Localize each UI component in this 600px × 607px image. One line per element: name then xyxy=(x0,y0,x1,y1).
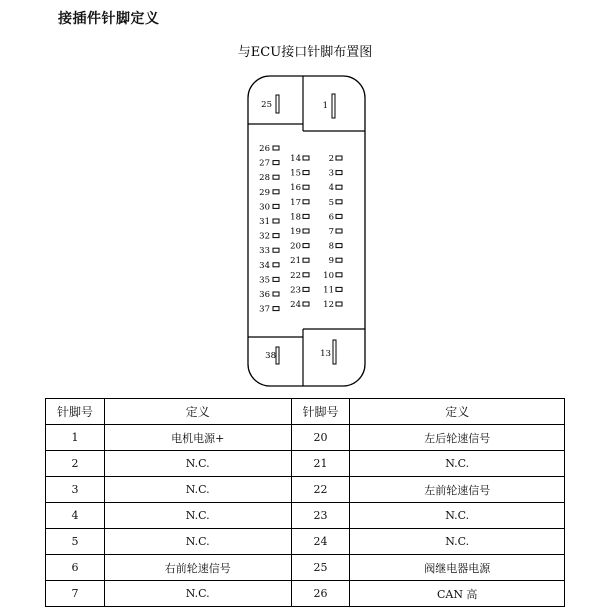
pin-number-cell: 22 xyxy=(291,477,350,503)
pin-label: 31 xyxy=(259,217,270,227)
pin-socket xyxy=(303,244,309,248)
pin-label: 20 xyxy=(290,241,301,252)
pin-definition-table xyxy=(45,398,565,607)
pin-socket xyxy=(336,185,342,189)
pin-socket xyxy=(273,204,279,208)
pin-socket xyxy=(336,244,342,248)
pin-socket xyxy=(303,273,309,277)
pin-socket xyxy=(303,229,309,233)
pin-label: 33 xyxy=(259,246,270,257)
pin-socket xyxy=(336,214,342,218)
pin-label: 35 xyxy=(259,275,270,286)
pin-number-cell: 3 xyxy=(46,477,105,503)
pin-socket xyxy=(273,219,279,223)
pin-label: 14 xyxy=(290,154,301,164)
table-header-row xyxy=(46,399,565,425)
pin-label: 26 xyxy=(259,144,270,154)
header-definition: 定义 xyxy=(350,399,565,425)
pin-label: 5 xyxy=(328,197,334,208)
definition-cell: 阀继电器电源 xyxy=(350,555,565,581)
pin-number-cell: 23 xyxy=(291,503,350,529)
pin-number-cell: 26 xyxy=(291,581,350,607)
pin-socket xyxy=(303,171,309,175)
pin-socket xyxy=(303,185,309,189)
power-pin-socket xyxy=(332,94,335,118)
pin-socket xyxy=(336,200,342,204)
definition-cell: N.C. xyxy=(350,451,565,477)
pin-socket xyxy=(336,258,342,262)
pin-number-cell: 7 xyxy=(46,581,105,607)
pin-socket xyxy=(336,273,342,277)
pin-label: 24 xyxy=(290,300,301,310)
definition-cell: 电机电源+ xyxy=(104,425,291,451)
pin-socket xyxy=(273,175,279,179)
definition-cell: N.C. xyxy=(104,529,291,555)
definition-cell: N.C. xyxy=(104,477,291,503)
pin-socket xyxy=(336,287,342,291)
pin-number-cell: 21 xyxy=(291,451,350,477)
pin-socket xyxy=(273,277,279,281)
pin-label: 28 xyxy=(259,173,270,184)
header-definition: 定义 xyxy=(104,399,291,425)
pin-label: 22 xyxy=(290,270,301,281)
pin-socket xyxy=(273,248,279,252)
pin-label: 1 xyxy=(322,101,328,111)
pin-socket xyxy=(303,214,309,218)
power-pin-socket xyxy=(276,347,279,364)
pin-label: 27 xyxy=(259,158,270,169)
pin-label: 10 xyxy=(323,270,334,281)
pin-label: 29 xyxy=(259,187,270,198)
pin-number-cell: 1 xyxy=(46,425,105,451)
pin-label: 36 xyxy=(259,290,270,300)
pin-socket xyxy=(273,263,279,267)
pin-label: 17 xyxy=(290,197,301,208)
definition-cell: N.C. xyxy=(104,503,291,529)
pin-socket xyxy=(303,156,309,160)
definition-cell: N.C. xyxy=(104,581,291,607)
pin-socket xyxy=(336,156,342,160)
pin-number-cell: 6 xyxy=(46,555,105,581)
definition-cell: N.C. xyxy=(350,503,565,529)
table-row xyxy=(46,581,565,607)
pin-socket xyxy=(336,302,342,306)
pin-label: 13 xyxy=(320,349,331,359)
pin-socket xyxy=(303,200,309,204)
table-row xyxy=(46,555,565,581)
pin-label: 9 xyxy=(328,256,334,267)
pin-number-cell: 20 xyxy=(291,425,350,451)
power-pin-socket xyxy=(333,340,336,364)
header-pin-number: 针脚号 xyxy=(46,399,105,425)
definition-cell: 左前轮速信号 xyxy=(350,477,565,503)
pin-socket xyxy=(273,234,279,238)
pin-number-cell: 25 xyxy=(291,555,350,581)
pin-label: 16 xyxy=(290,183,301,194)
pin-socket xyxy=(303,258,309,262)
figure-caption: 与ECU接口针脚布置图 xyxy=(237,45,373,60)
table-row xyxy=(46,529,565,555)
pin-label: 18 xyxy=(290,212,301,223)
connector-figure xyxy=(0,34,600,394)
table-row xyxy=(46,425,565,451)
pin-label: 3 xyxy=(328,168,334,179)
pin-label: 21 xyxy=(290,256,301,267)
pin-number-cell: 24 xyxy=(291,529,350,555)
pin-label: 12 xyxy=(323,300,334,310)
pin-number-cell: 4 xyxy=(46,503,105,529)
pin-socket xyxy=(336,229,342,233)
pin-label: 37 xyxy=(259,304,270,315)
table-row xyxy=(46,477,565,503)
definition-cell: N.C. xyxy=(350,529,565,555)
pin-socket xyxy=(273,307,279,311)
pin-label: 23 xyxy=(290,285,301,296)
pin-number-cell: 2 xyxy=(46,451,105,477)
pin-socket xyxy=(273,146,279,150)
pin-socket xyxy=(336,171,342,175)
table-row xyxy=(46,451,565,477)
power-pin-socket xyxy=(276,95,279,113)
pin-socket xyxy=(273,292,279,296)
pin-label: 15 xyxy=(290,168,301,179)
connector-pinout-diagram xyxy=(0,34,600,394)
definition-cell: N.C. xyxy=(104,451,291,477)
pin-label: 34 xyxy=(259,260,270,271)
definition-cell: 左后轮速信号 xyxy=(350,425,565,451)
definition-cell: 右前轮速信号 xyxy=(104,555,291,581)
pin-label: 7 xyxy=(328,227,334,237)
header-pin-number: 针脚号 xyxy=(291,399,350,425)
pin-socket xyxy=(303,302,309,306)
pin-label: 30 xyxy=(259,202,270,213)
pin-label: 32 xyxy=(259,231,270,242)
pin-socket xyxy=(303,287,309,291)
pin-socket xyxy=(273,190,279,194)
pin-label: 4 xyxy=(328,183,334,194)
pin-label: 11 xyxy=(323,285,334,296)
pin-label: 25 xyxy=(261,100,272,110)
table-row xyxy=(46,503,565,529)
pin-label: 19 xyxy=(290,227,301,237)
section-title: 接插件针脚定义 xyxy=(58,11,160,27)
pin-number-cell: 5 xyxy=(46,529,105,555)
pin-label: 38 xyxy=(265,351,276,361)
definition-cell: CAN 高 xyxy=(350,581,565,607)
pin-label: 2 xyxy=(328,154,334,164)
pin-socket xyxy=(273,161,279,165)
pin-label: 6 xyxy=(328,212,334,223)
pin-label: 8 xyxy=(328,241,334,252)
